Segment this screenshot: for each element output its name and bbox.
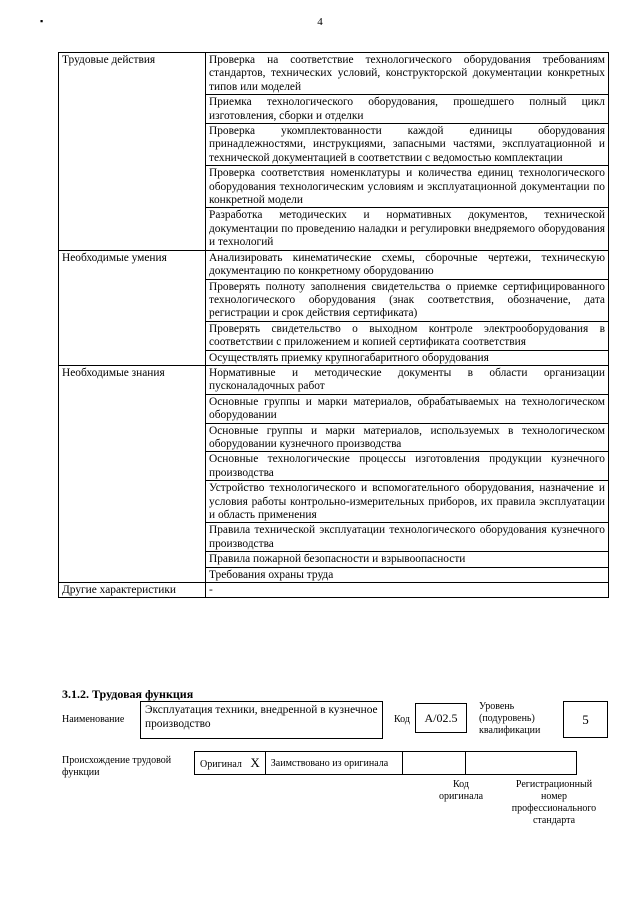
table-row	[59, 250, 609, 279]
row-item-text: Разработка методических и нормативных документов, технической документации по проведению наладки и регулировки внедряемого оборудования и технологий	[206, 208, 609, 250]
table-row	[59, 583, 609, 598]
code-label: Код	[394, 714, 410, 725]
row-item-text: Проверять полноту заполнения свидетельства о приемке сертифицированного технологического оборудования (знак соответствия, обозначение, дата регистрации и срок действия сертификата)	[206, 279, 609, 321]
level-label: Уровень (подуровень) квалификации	[479, 701, 541, 736]
reg-number-caption: Регистрационный номер профессионального стандарта	[511, 779, 597, 826]
row-item-text: Анализировать кинематические схемы, сборочные чертежи, техническую документацию по конкретному оборудованию	[206, 250, 609, 279]
level-value: 5	[563, 701, 608, 738]
row-item-text: Проверка соответствия номенклатуры и количества единиц технологического оборудования технологическим условиям и эксплуатационной документации по конкретной модели	[206, 166, 609, 208]
row-item-text: Основные группы и марки материалов, используемых в технологическом оборудовании кузнечного производства	[206, 423, 609, 452]
borrowed-cell	[265, 752, 402, 775]
origin-code-caption: Код оригинала	[438, 779, 484, 802]
reg-number-cell	[465, 752, 576, 775]
section-title: 3.1.2. Трудовая функция	[62, 687, 194, 701]
name-label: Наименование	[62, 714, 125, 725]
row-item-text: Приемка технологического оборудования, прошедшего полный цикл изготовления, сборки и отделки	[206, 95, 609, 124]
table-row	[59, 53, 609, 95]
origin-code-cell	[402, 752, 465, 775]
code-value: А/02.5	[415, 703, 467, 733]
origin-table	[194, 751, 577, 775]
row-item-text: Правила технической эксплуатации технологического оборудования кузнечного производства	[206, 523, 609, 552]
row-group-label: Необходимые умения	[59, 250, 206, 365]
name-value: Эксплуатация техники, внедренной в кузнечное производство	[140, 701, 383, 739]
row-item-text: Основные группы и марки материалов, обрабатываемых на технологическом оборудовании	[206, 394, 609, 423]
row-group-label: Необходимые знания	[59, 365, 206, 582]
row-item-text: Проверка укомплектованности каждой единицы оборудования принадлежностями, инструкциями, запасными частями, эксплуатационной и технической документацией в соответствии с ведомостью комплектации	[206, 124, 609, 166]
row-item-text: Правила пожарной безопасности и взрывоопасности	[206, 552, 609, 567]
row-item-text: Устройство технологического и вспомогательного оборудования, назначение и условия работы контрольно-измерительных приборов, их правила эксплуатации и область применения	[206, 481, 609, 523]
page-number: 4	[317, 16, 323, 28]
row-item-text: Осуществлять приемку крупногабаритного оборудования	[206, 350, 609, 365]
borrowed-label: Заимствовано из оригинала	[270, 757, 389, 769]
row-item-text: -	[206, 583, 609, 598]
row-item-text: Требования охраны труда	[206, 567, 609, 582]
origin-label: Происхождение трудовой функции	[62, 755, 172, 778]
original-cell	[195, 752, 266, 775]
corner-mark: ▪	[40, 16, 44, 26]
row-item-text: Проверять свидетельство о выходном контроле электрооборудования в соответствии с приложением и копией сертификата соответствия	[206, 321, 609, 350]
row-item-text: Нормативные и методические документы в области организации пусконаладочных работ	[206, 365, 609, 394]
function-details-table	[58, 52, 609, 598]
row-item-text: Основные технологические процессы изготовления продукции кузнечного производства	[206, 452, 609, 481]
original-mark: X	[250, 755, 260, 770]
row-group-label: Другие характеристики	[59, 583, 206, 598]
row-item-text: Проверка на соответствие технологического оборудования требованиям стандартов, технических условий, конструкторской документации конкретных типов или моделей	[206, 53, 609, 95]
table-row	[59, 365, 609, 394]
row-group-label: Трудовые действия	[59, 53, 206, 251]
original-label: Оригинал	[200, 759, 242, 770]
